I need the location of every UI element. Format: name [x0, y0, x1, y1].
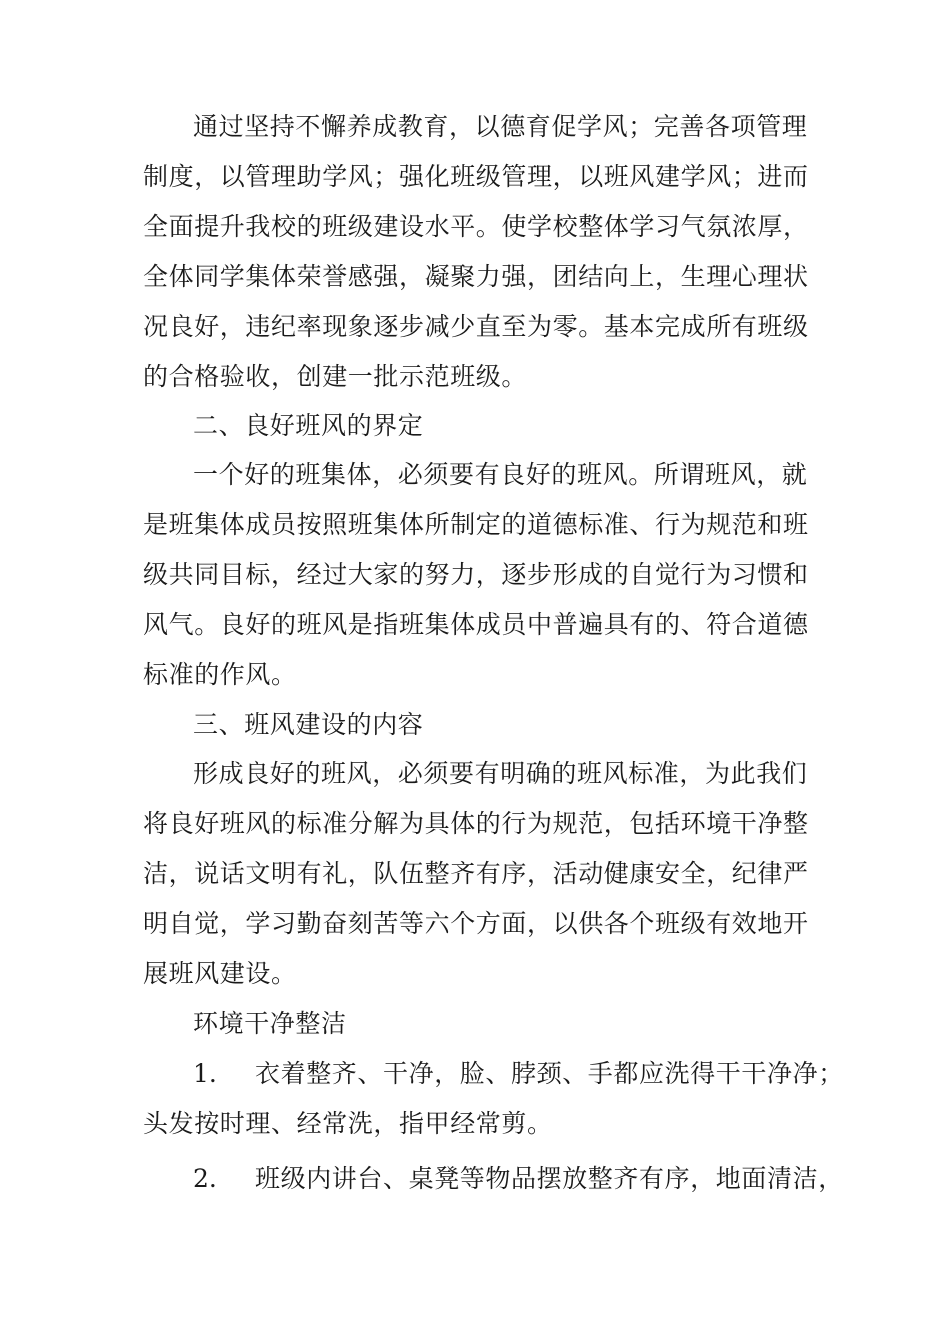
section-heading-definition: 二、良好班风的界定 — [193, 411, 424, 440]
paragraph-2-line-3: 级共同目标，经过大家的努力，逐步形成的自觉行为习惯和 — [143, 560, 809, 589]
section-heading-content: 三、班风建设的内容 — [193, 710, 424, 739]
paragraph-1-line-1: 通过坚持不懈养成教育，以德育促学风；完善各项管理 — [193, 112, 808, 141]
paragraph-2-line-2: 是班集体成员按照班集体所制定的道德标准、行为规范和班 — [143, 510, 809, 539]
item-1-line-2: 头发按时理、经常洗，指甲经常剪。 — [143, 1109, 553, 1138]
item-2-number: 2. — [193, 1164, 217, 1193]
subheading-environment: 环境干净整洁 — [193, 1009, 347, 1038]
paragraph-3-line-3: 洁，说话文明有礼，队伍整齐有序，活动健康安全，纪律严 — [143, 859, 809, 888]
paragraph-3-line-2: 将良好班风的标准分解为具体的行为规范，包括环境干净整 — [143, 809, 809, 838]
item-1-number: 1. — [193, 1059, 217, 1088]
paragraph-2-line-5: 标准的作风。 — [143, 660, 297, 689]
paragraph-1-line-2: 制度，以管理助学风；强化班级管理，以班风建学风；进而 — [143, 162, 809, 191]
paragraph-3-line-1: 形成良好的班风，必须要有明确的班风标准，为此我们 — [193, 759, 808, 788]
item-1-line-1: 衣着整齐、干净，脸、脖颈、手都应洗得干干净净； — [255, 1059, 844, 1088]
paragraph-1-line-5: 况良好，违纪率现象逐步减少直至为零。基本完成所有班级 — [143, 312, 809, 341]
paragraph-2-line-1: 一个好的班集体，必须要有良好的班风。所谓班风，就 — [193, 460, 808, 489]
paragraph-3-line-5: 展班风建设。 — [143, 959, 297, 988]
paragraph-3-line-4: 明自觉，学习勤奋刻苦等六个方面，以供各个班级有效地开 — [143, 909, 809, 938]
paragraph-1-line-3: 全面提升我校的班级建设水平。使学校整体学习气氛浓厚， — [143, 212, 809, 241]
paragraph-2-line-4: 风气。良好的班风是指班集体成员中普遍具有的、符合道德 — [143, 610, 809, 639]
paragraph-1-line-6: 的合格验收，创建一批示范班级。 — [143, 362, 528, 391]
paragraph-1-line-4: 全体同学集体荣誉感强，凝聚力强，团结向上，生理心理状 — [143, 262, 809, 291]
item-2-line-1: 班级内讲台、桌凳等物品摆放整齐有序，地面清洁， — [255, 1164, 844, 1193]
